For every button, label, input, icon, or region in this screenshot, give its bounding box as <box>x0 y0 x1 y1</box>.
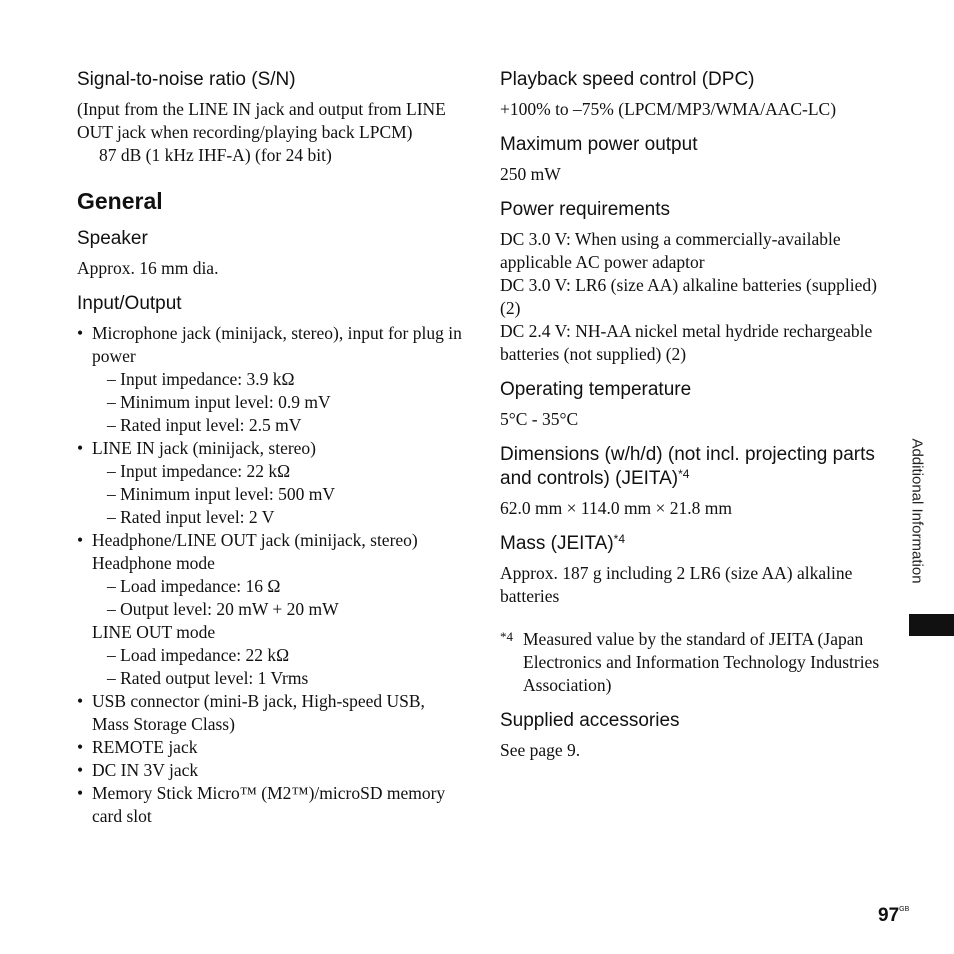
io-heading: Input/Output <box>77 293 182 314</box>
power-req-line: DC 2.4 V: NH-AA nickel metal hydride rechargeable batteries (not supplied) (2) <box>500 321 873 364</box>
memory-label: Memory Stick Micro™ (M2™)/microSD memory card slot <box>92 783 446 826</box>
spec-item: – Minimum input level: 500 mV <box>107 484 335 504</box>
linein-specs <box>92 460 462 529</box>
temp-value: 5°C - 35°C <box>500 409 579 429</box>
mass-heading <box>500 532 885 556</box>
footnote-mark: *4 <box>500 629 513 644</box>
spec-item: – Rated output level: 1 Vrms <box>107 668 309 688</box>
bullet-mark: • <box>77 691 84 711</box>
mass-heading-text: Mass (JEITA) <box>500 533 614 554</box>
dimensions-value: 62.0 mm × 114.0 mm × 21.8 mm <box>500 498 733 518</box>
bullet-mark: • <box>77 323 84 343</box>
dimensions-heading-text: Dimensions (w/h/d) (not incl. projecting parts and controls) (JEITA) <box>500 444 875 489</box>
spec-item: – Rated input level: 2 V <box>107 507 275 527</box>
spec-item: – Minimum input level: 0.9 mV <box>107 392 331 412</box>
accessories-value: See page 9. <box>500 740 581 760</box>
bullet-mark: • <box>77 760 84 780</box>
power-output-heading: Maximum power output <box>500 134 698 155</box>
left-column <box>77 68 462 828</box>
dimensions-heading <box>500 443 885 491</box>
bullet-mark: • <box>77 783 84 803</box>
accessories-heading: Supplied accessories <box>500 710 680 731</box>
io-bullet-headphone <box>77 529 462 690</box>
dpc-value: +100% to –75% (LPCM/MP3/WMA/AAC-LC) <box>500 99 837 119</box>
speaker-heading: Speaker <box>77 228 148 249</box>
general-heading: General <box>77 188 163 214</box>
bullet-mark: • <box>77 438 84 458</box>
footnote-ref: *4 <box>613 532 625 546</box>
spec-item: – Load impedance: 16 Ω <box>107 576 281 596</box>
io-bullet-mic <box>77 322 462 437</box>
io-bullet-linein <box>77 437 462 529</box>
bullet-mark: • <box>77 737 84 757</box>
io-bullet-usb <box>77 690 462 736</box>
side-tab-label <box>902 416 932 606</box>
spec-item: – Input impedance: 3.9 kΩ <box>107 369 295 389</box>
footnote <box>500 628 885 697</box>
speaker-value: Approx. 16 mm dia. <box>77 258 219 278</box>
power-req-line: DC 3.0 V: LR6 (size AA) alkaline batteries (supplied) (2) <box>500 275 877 318</box>
spec-item: – Output level: 20 mW + 20 mW <box>107 599 339 619</box>
spec-item: – Rated input level: 2.5 mV <box>107 415 302 435</box>
usb-label: USB connector (mini-B jack, High-speed USB, Mass Storage Class) <box>92 691 425 734</box>
io-bullet-remote <box>77 736 462 759</box>
sn-heading: Signal-to-noise ratio (S/N) <box>77 69 296 90</box>
spec-item: – Load impedance: 22 kΩ <box>107 645 290 665</box>
power-output-value: 250 mW <box>500 164 561 184</box>
headphone-specs <box>92 575 462 621</box>
mass-value: Approx. 187 g including 2 LR6 (size AA) alkaline batteries <box>500 563 853 606</box>
dcin-label: DC IN 3V jack <box>92 760 199 780</box>
temp-heading: Operating temperature <box>500 379 692 400</box>
lineout-mode: LINE OUT mode <box>92 622 216 642</box>
power-req-heading: Power requirements <box>500 199 671 220</box>
bullet-mark: • <box>77 530 84 550</box>
section-tab-marker <box>909 614 954 636</box>
right-column <box>500 68 885 762</box>
spec-item: – Input impedance: 22 kΩ <box>107 461 291 481</box>
remote-label: REMOTE jack <box>92 737 198 757</box>
mic-specs <box>92 368 462 437</box>
side-tab-text: Additional Information <box>908 438 926 584</box>
linein-label: LINE IN jack (minijack, stereo) <box>92 438 317 458</box>
page-number <box>878 905 909 927</box>
sn-value: 87 dB (1 kHz IHF-A) (for 24 bit) <box>99 145 332 165</box>
lineout-specs <box>92 644 462 690</box>
io-bullet-memory <box>77 782 462 828</box>
footnote-text: Measured value by the standard of JEITA (Japan Electronics and Information Technology Industries Association) <box>523 629 880 695</box>
sn-note: (Input from the LINE IN jack and output from LINE OUT jack when recording/playing back LPCM) <box>77 99 446 142</box>
power-req-line: DC 3.0 V: When using a commercially-available applicable AC power adaptor <box>500 229 841 272</box>
headphone-label: Headphone/LINE OUT jack (minijack, stereo) <box>92 530 418 550</box>
io-bullet-dcin <box>77 759 462 782</box>
dpc-heading: Playback speed control (DPC) <box>500 69 755 90</box>
page-suffix: GB <box>899 906 910 913</box>
mic-label: Microphone jack (minijack, stereo), input for plug in power <box>92 323 462 366</box>
page-number-value: 97 <box>878 905 900 926</box>
headphone-mode: Headphone mode <box>92 553 215 573</box>
footnote-ref: *4 <box>678 467 690 481</box>
